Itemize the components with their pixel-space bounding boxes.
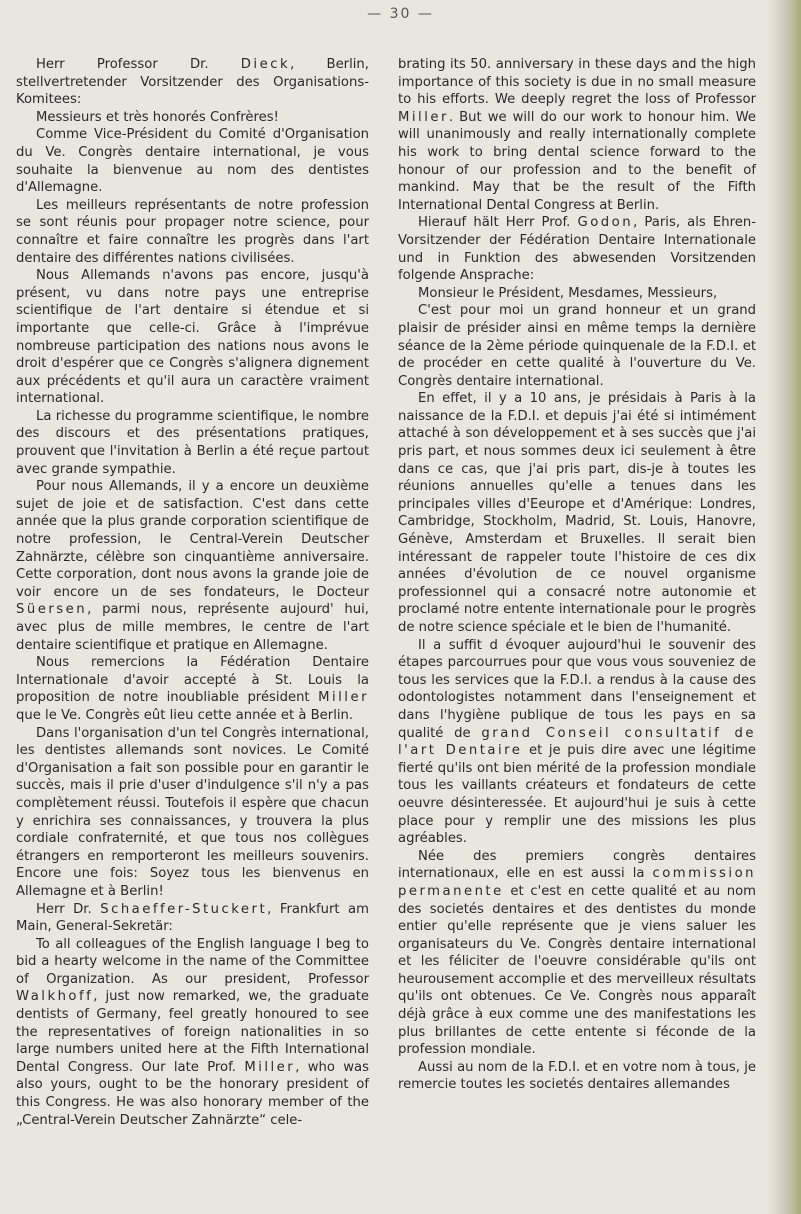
paragraph <box>398 285 756 303</box>
spaced-name: Dieck <box>240 57 291 72</box>
paragraph <box>16 654 369 724</box>
paragraph <box>16 56 369 109</box>
text-run: Pour nous Allemands, il y a encore un deuxième sujet de joie et de satisfaction. C'est dans cette année que la plus grande corporation scientifique de notre profession, le Central-Verein Deutscher Zahnärzte, célèbre son cinquantième anniversaire. Cette corporation, dont nous avons la grande joie de voir encore un de ses fondateurs, le Docteur <box>16 479 369 600</box>
page-edge <box>767 0 801 1214</box>
text-run: C'est pour moi un grand honneur et un grand plaisir de présider ainsi en même temps la dernière séance de la 2ème période quinquenale de la F.D.I. et de procéder en cette qualité à l'ouverture du Ve. Congrès dentaire international. <box>398 303 756 389</box>
spaced-name: Miller <box>398 109 449 125</box>
paragraph <box>16 936 369 1130</box>
paragraph <box>398 637 756 848</box>
text-run: Hierauf hält Herr Prof. <box>418 215 578 231</box>
text-run: Messieurs et très honorés Confrères! <box>36 109 279 125</box>
text-run: , Paris, als Ehren-Vorsitzender der Fédération Dentaire Internationale und in Funktion des abwesenden Vorsitzenden folgende Ansprache: <box>398 215 756 284</box>
text-run: Nous remercions la Fédération Dentaire Internationale d'avoir accepté à St. Louis la proposition de notre inoubliable président <box>16 655 369 706</box>
text-run: , Berlin, stellvertretender Vorsitzender des Organisations-Komitees: <box>16 57 369 108</box>
text-run: , who was also yours, ought to be the honorary president of this Congress. He was also honorary member of the „Central-Verein Deutscher Zahnärzte“ cele- <box>16 1059 369 1128</box>
text-run: , parmi nous, représente aujourd' hui, avec plus de mille membres, le centre de l'art dentaire scientifique et pratique en Allemagne. <box>16 602 369 653</box>
text-run: La richesse du programme scientifique, le nombre des discours et des présentations pratiques, prouvent que l'invitation à Berlin a été reçue partout avec grande sympathie. <box>16 408 369 477</box>
text-run: Dans l'organisation d'un tel Congrès international, les dentistes allemands sont novices. Le Comité d'Organisation a fait son possible pour en garantir le succès, mais il prie d'user d'indulgence s'il n'y a pas complètement réussi. Toutefois il espère que chacun y enrichira ses connaissances, y trouvera la plus cordiale confraternité, et que tous nos collègues étrangers en remporteront les meilleurs souvenirs. Encore une fois: Soyez tous les bienvenus en Allemagne et à Berlin! <box>16 725 369 899</box>
text-run: Il a suffit d évoquer aujourd'hui le souvenir des étapes parcourrues pour que vous vous souveniez de tous les services que la F.D.I. a rendus à la cause des odontologistes notamment dans l'enseignement et dans l'hygiène publique de tous les pays en sa qualité de <box>398 637 756 741</box>
spaced-name: commission permanente <box>398 866 756 899</box>
text-run: Les meilleurs représentants de notre profession se sont réunis pour propager notre science, pour connaître et faire connaître les progrès dans l'art dentaire des différentes nations civilisées. <box>16 197 369 266</box>
paragraph <box>16 901 369 936</box>
paragraph <box>16 408 369 478</box>
paragraph <box>16 478 369 654</box>
text-run: brating its 50. anniversary in these days and the high importance of this society is due in no small measure to his efforts. We deeply regret the loss of Professor <box>398 57 756 108</box>
text-run: . But we will do our work to honour him. We will unanimously and really internationally complete his work to bring dental science forward to the honour of our profession and to the benefit of mankind. May that be the result of the Fifth International Dental Congress at Berlin. <box>398 109 756 213</box>
paragraph <box>398 214 756 284</box>
text-run: et je puis dire avec une légitime fierté qu'ils ont bien mérité de la profession mondiale tous les vaillants créateurs et fondateurs de cette oeuvre désinteressée. Et aujourd'hui je suis à cette place pour y remplir une des missions les plus agréables. <box>398 743 756 847</box>
text-run: , Frankfurt am Main, General-Sekretär: <box>16 901 369 935</box>
text-run: , just now remarked, we, the graduate dentists of Germany, feel greatly honoured to see the representatives of foreign nationalities in so large numbers united here at the Fifth International Dental Congress. Our late Prof. <box>16 989 369 1075</box>
paragraph <box>398 848 756 1059</box>
spaced-name: Miller <box>244 1059 296 1075</box>
paragraph <box>398 390 756 636</box>
text-run: To all colleagues of the English language I beg to bid a hearty welcome in the name of the Committee of Organization. As our president, Professor <box>16 936 369 987</box>
right-column <box>398 56 756 1094</box>
paragraph <box>398 1059 756 1094</box>
text-run: Monsieur le Président, Mesdames, Messieurs, <box>418 285 718 301</box>
text-run: Aussi au nom de la F.D.I. et en votre nom à tous, je remercie toutes les societés dentaires allemandes <box>398 1059 756 1093</box>
paragraph <box>398 302 756 390</box>
left-column <box>16 56 369 1129</box>
text-run: Herr Dr. <box>36 901 101 917</box>
paragraph <box>16 267 369 408</box>
text-run: Herr Professor Dr. <box>36 57 241 72</box>
spaced-name: grand Conseil consultatif de l'art Dentaire <box>398 725 756 759</box>
text-run: et c'est en cette qualité et au nom des societés dentaires et des dentistes du monde entier qu'elle représente que je viens saluer les organisateurs du Ve. Congrès dentaire international et les féliciter de l'oeuvre considérable qu'ils ont heurousement accomplie et des merveilleux résultats qu'ils ont obtenues. Ce Ve. Congrès nous apparaît déjà grâce à eux comme une des manifestations les plus brillantes de cette entente si féconde de la profession mondiale. <box>398 883 756 1058</box>
paragraph <box>16 109 369 127</box>
paragraph <box>398 56 756 214</box>
spaced-name: Miller <box>318 690 369 706</box>
text-run: que le Ve. Congrès eût lieu cette année et à Berlin. <box>16 707 354 723</box>
paragraph <box>16 126 369 196</box>
spaced-name: Schaeffer-Stuckert <box>100 901 268 917</box>
page-number: — 30 — <box>367 6 434 22</box>
paragraph <box>16 725 369 901</box>
spaced-name: Walkhoff <box>16 989 94 1005</box>
text-run: Nous Allemands n'avons pas encore, jusqu'à présent, vu dans notre pays une entreprise scientifique de l'art dentaire si étendue et si importante que celle-ci. Grâce à l'imprévue nombreuse participation des nations nous avons le droit d'espérer que ce Congrès s'alignera dignement aux précédents et qu'il aura un caractère vraiment international. <box>16 268 369 407</box>
paragraph <box>16 197 369 267</box>
text-run: En effet, il y a 10 ans, je présidais à Paris à la naissance de la F.D.I. et depuis j'ai été si intimément attaché à son développement et à ses succès que j'ai pris part, et nous sommes deux ici seulement à être dans ce cas, que j'ai pris part, dis-je à toutes les réunions annuelles qu'elle a tenues dans les principales villes d'Eeurope et d'Amérique: Londres, Cambridge, Stockholm, Madrid, St. Louis, Hanovre, Génève, Amsterdam et Bruxelles. Il serait bien intéressant de rappeler toute l'histoire de ces dix années d'évolution de ce nouvel organisme professionnel qui a consacré notre autonomie et proclamé notre entente internationale pour le progrès de notre science spéciale et le bien de l'humanité. <box>398 391 756 635</box>
spaced-name: Süersen <box>16 602 88 618</box>
text-run: Comme Vice-Président du Comité d'Organisation du Ve. Congrès dentaire international, je vous souhaite la bienvenue au nom des dentistes d'Allemagne. <box>16 127 369 196</box>
text-run: Née des premiers congrès dentaires internationaux, elle en est aussi la <box>398 848 756 882</box>
spaced-name: Godon <box>577 215 634 231</box>
